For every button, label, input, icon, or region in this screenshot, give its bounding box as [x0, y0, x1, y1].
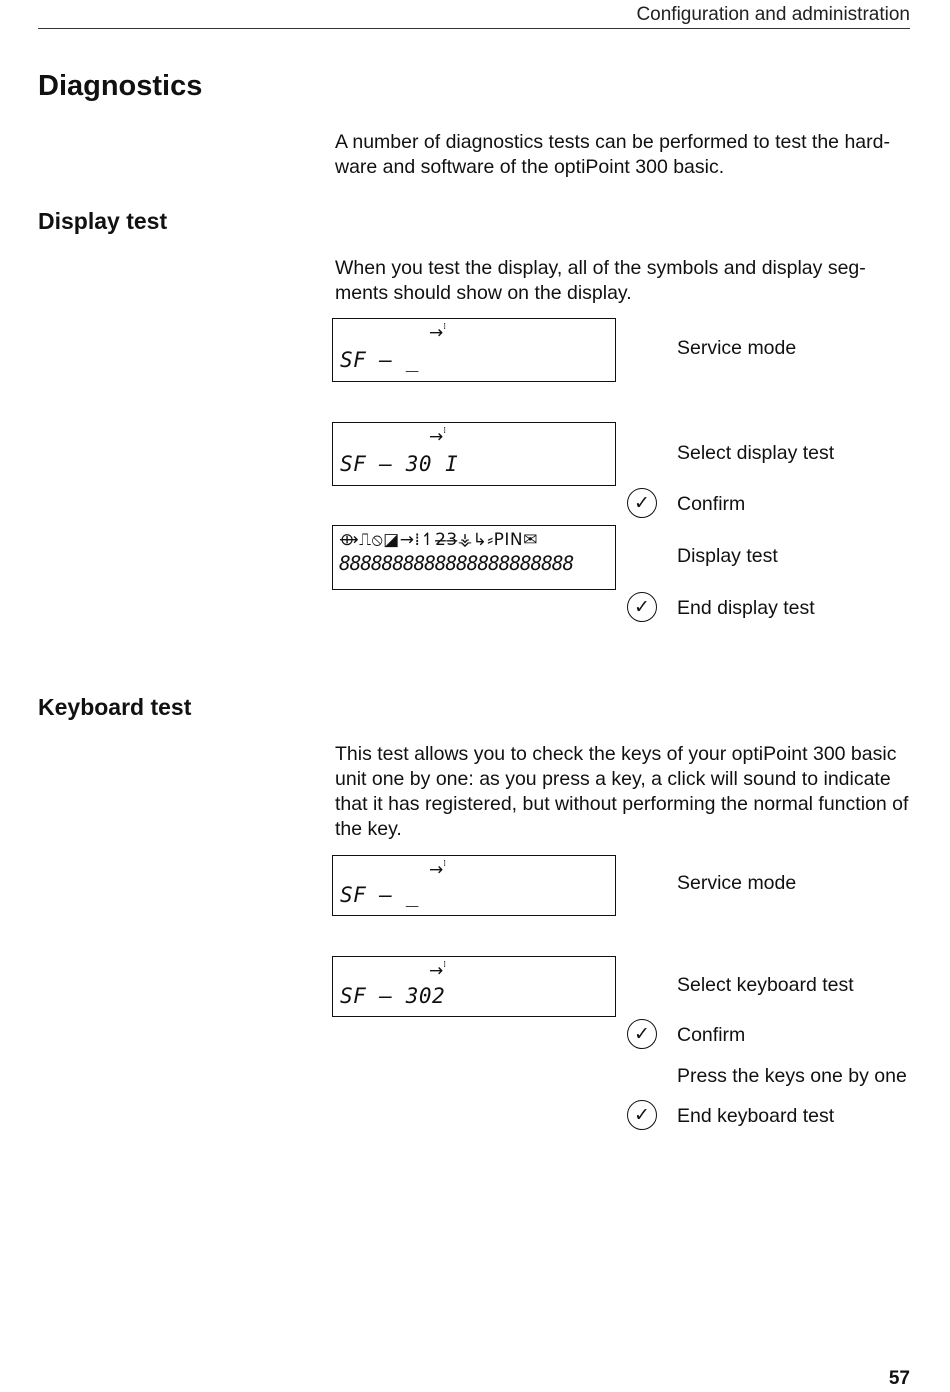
lcd-screen-all-segments: [332, 525, 616, 590]
page-number: 57: [888, 1368, 910, 1389]
end-check-icon: ✓: [627, 1100, 657, 1130]
keyboard-test-description: This test allows you to check the keys of your optiPoint 300 basic unit one by one: as you press a key, a click will sound to indicate that it has registered, but without performing the normal function of the key.: [335, 743, 909, 840]
lcd-screen-select-display-test: [332, 422, 616, 486]
confirm-check-icon: ✓: [627, 1019, 657, 1049]
step-confirm: Confirm: [677, 1024, 746, 1046]
lcd-text: SF – _: [340, 348, 419, 372]
step-select-keyboard-test: Select keyboard test: [677, 974, 854, 996]
lcd-screen-service-mode: [332, 318, 616, 382]
lcd-symbol-icons: ⟴⎍⦸◪→⁞↿2̶3̶⚶↳⸗PIN✉: [339, 530, 538, 550]
step-service-mode: Service mode: [677, 872, 797, 894]
step-end-display-test: End display test: [677, 597, 815, 619]
step-confirm: Confirm: [677, 493, 746, 515]
forward-arrow-icon: →⁞: [429, 859, 447, 880]
step-service-mode: Service mode: [677, 337, 797, 359]
display-test-heading: Display test: [38, 208, 168, 234]
lcd-text: SF – 302: [340, 984, 446, 1008]
lcd-text: SF – 30 I: [340, 452, 459, 476]
forward-arrow-icon: →⁞: [429, 960, 447, 981]
display-test-description: When you test the display, all of the symbols and display seg-ments should show on the display.: [335, 257, 866, 304]
intro-paragraph: A number of diagnostics tests can be performed to test the hard-ware and software of the optiPoint 300 basic.: [335, 131, 890, 178]
confirm-check-icon: ✓: [627, 488, 657, 518]
step-select-display-test: Select display test: [677, 442, 835, 464]
step-display-test: Display test: [677, 545, 778, 567]
keyboard-test-heading: Keyboard test: [38, 694, 192, 720]
forward-arrow-icon: →⁞: [429, 322, 447, 343]
end-check-icon: ✓: [627, 592, 657, 622]
step-end-keyboard-test: End keyboard test: [677, 1105, 835, 1127]
lcd-screen-service-mode: [332, 855, 616, 916]
header-rule: [38, 28, 910, 29]
lcd-digit-segments: 8888888888888888888888: [339, 552, 574, 575]
page-title: Diagnostics: [38, 70, 203, 102]
lcd-text: SF – _: [340, 883, 419, 907]
forward-arrow-icon: →⁞: [429, 426, 447, 447]
step-press-keys: Press the keys one by one: [677, 1065, 907, 1087]
lcd-screen-select-keyboard-test: [332, 956, 616, 1017]
running-header: Configuration and administration: [636, 4, 910, 25]
